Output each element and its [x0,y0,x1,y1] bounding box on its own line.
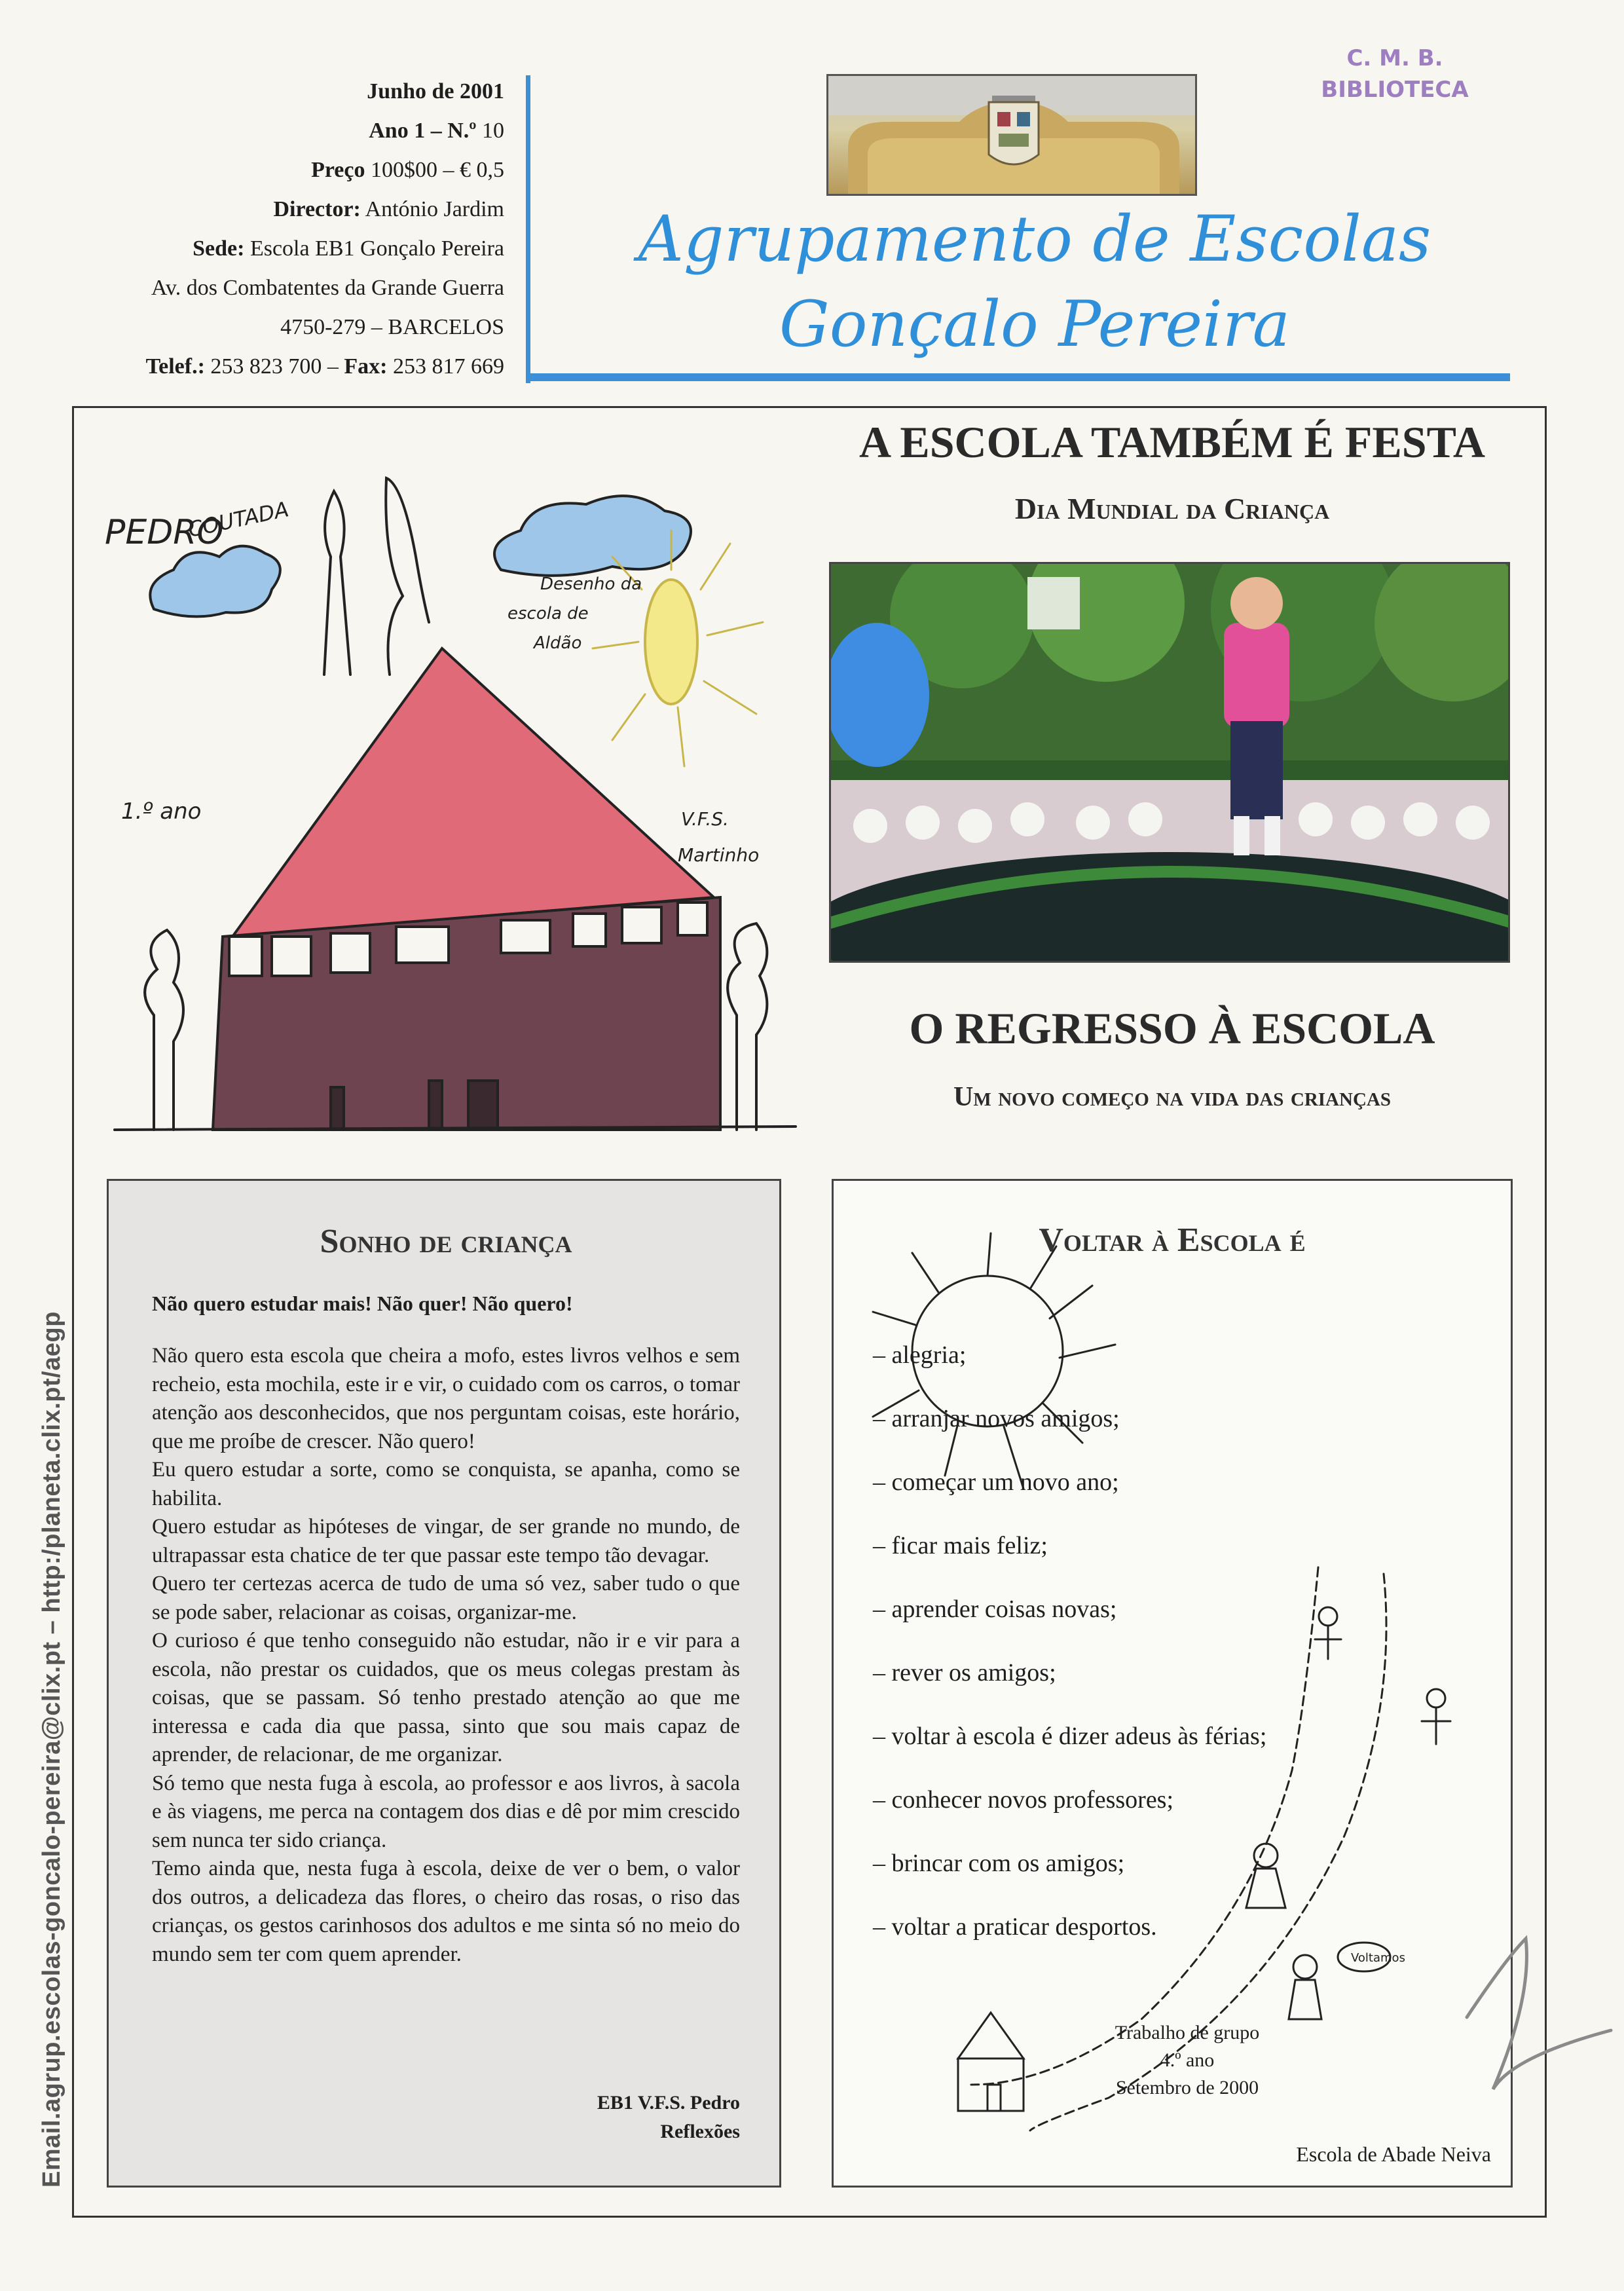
library-stamp: C. M. B. BIBLIOTECA [1321,45,1469,103]
address: Av. dos Combatentes da Grande Guerra [151,276,504,300]
drawing-label-grade: 1.º ano [121,798,202,825]
article-sonho-paragraph: Só temo que nesta fuga à escola, ao professor e aos livros, à sacola e às viagens, me perca na contagem dos dias e dê por mim crescido sem nunca ter sido criança. [152,1771,740,1852]
list-item: – brincar com os amigos; [873,1850,1125,1877]
list-item: – arranjar novos amigos; [873,1405,1120,1432]
headline-regresso: O REGRESSO À ESCOLA [909,1003,1435,1053]
price: Preço 100$00 – € 0,5 [311,158,504,182]
voltar-school: Escola de Abade Neiva [1296,2142,1491,2166]
list-item: – ficar mais feliz; [873,1532,1048,1559]
list-item: – aprender coisas novas; [873,1595,1117,1623]
article-voltar-a-escola [832,1179,1513,2188]
article-sonho-heading: Sonho de criança [320,1223,572,1260]
subheadline-festa: Dia Mundial da Criança [1014,492,1330,525]
voltar-credit: Trabalho de grupo 4.º ano Setembro de 2000 [1115,2022,1260,2098]
issue-number: Ano 1 – N.º 10 [369,119,504,143]
article-sonho-paragraph: O curioso é que tenho conseguido não estudar, não ir e vir para a escola, não prestar os cuidados, que os meus colegas prestam às coisas, que se passam. Só tenho prestado atenção ao que me interessa e cada dia que passa, sinto que sou mais capaz de aprender, de relacionar, de me organizar. [152,1629,740,1766]
school-crest-photo [826,74,1197,196]
article-sonho-signature: EB1 V.F.S. Pedro Reflexões [597,2092,740,2142]
drawing-label-name: PEDRO [105,513,224,552]
article-sonho-de-crianca [107,1179,781,2188]
drawing-label-5: Martinho [678,844,760,866]
postcode: 4750-279 – BARCELOS [280,315,504,339]
article-sonho-paragraph: Eu quero estudar a sorte, como se conquista, se apanha, como se habilita. [152,1458,740,1510]
accent-horizontal-rule [526,373,1510,381]
voltar-list [873,1324,1266,1959]
subheadline-regresso: Um novo começo na vida das crianças [953,1082,1391,1112]
article-sonho-paragraph: Temo ainda que, nesta fuga à escola, deixe de ver o bem, o valor dos outros, a delicadeza das flores, o cheiro das rosas, o riso das crianças, os gestos carinhosos dos adultos e me sinta só no meio do mundo sem ter com quem aprender. [152,1857,740,1966]
newspaper-title: Agrupamento de Escolas Gonçalo Pereira [638,202,1431,361]
drawing-label-surname: COUTADA [185,496,291,542]
list-item: – alegria; [873,1341,967,1369]
article-sonho-paragraph: Não quero esta escola que cheira a mofo, estes livros velhos e sem recheio, esta mochila, este ir e vir, o cuidado com os carros, o tomar atenção aos desconhecidos, que nos perguntam coisas, este horário, que me proíbe de crescer. Não quero! [152,1344,740,1453]
drawing-label-4: V.F.S. [681,808,729,830]
side-contact-text: Email.agrup.escolas-goncalo-pereira@clix.pt – http:/planeta.clix.pt/aegp [38,1311,65,2188]
article-sonho-lead: Não quero estudar mais! Não quer! Não quero! [152,1292,573,1315]
seat: Sede: Escola EB1 Gonçalo Pereira [193,236,504,261]
issue-date: Junho de 2001 [367,79,504,103]
list-item: – rever os amigos; [873,1659,1056,1686]
child-drawing-school [75,426,802,1133]
handwritten-mark [1454,1919,1617,2129]
contacts: Telef.: 253 823 700 – Fax: 253 817 669 [145,354,504,379]
list-item: – voltar à escola é dizer adeus às férias; [873,1723,1267,1750]
drawing-label-2: escola de [507,604,589,624]
article-sonho-paragraph: Quero ter certezas acerca de tudo de uma só vez, saber tudo o que se pode saber, relacionar as coisas, organizar-me. [152,1572,740,1624]
drawing-label-1: Desenho da [540,574,642,594]
festa-photo [829,562,1510,963]
headline-festa: A ESCOLA TAMBÉM É FESTA [859,417,1485,467]
list-item: – conhecer novos professores; [873,1786,1174,1814]
director: Director: António Jardim [273,197,504,221]
article-sonho-paragraph: Quero estudar as hipóteses de vingar, de ser grande no mundo, de ultrapassar esta chatice de ter que passar este tempo tão devagar. [152,1515,740,1567]
list-item: – voltar a praticar desportos. [873,1913,1157,1941]
accent-vertical-rule [526,75,530,383]
speech-bubble-text: Voltamos [1351,1951,1405,1965]
drawing-label-3: Aldão [534,633,582,653]
list-item: – começar um novo ano; [873,1468,1119,1496]
article-voltar-heading: Voltar à Escola é [1039,1221,1306,1259]
masthead-info [65,72,504,386]
